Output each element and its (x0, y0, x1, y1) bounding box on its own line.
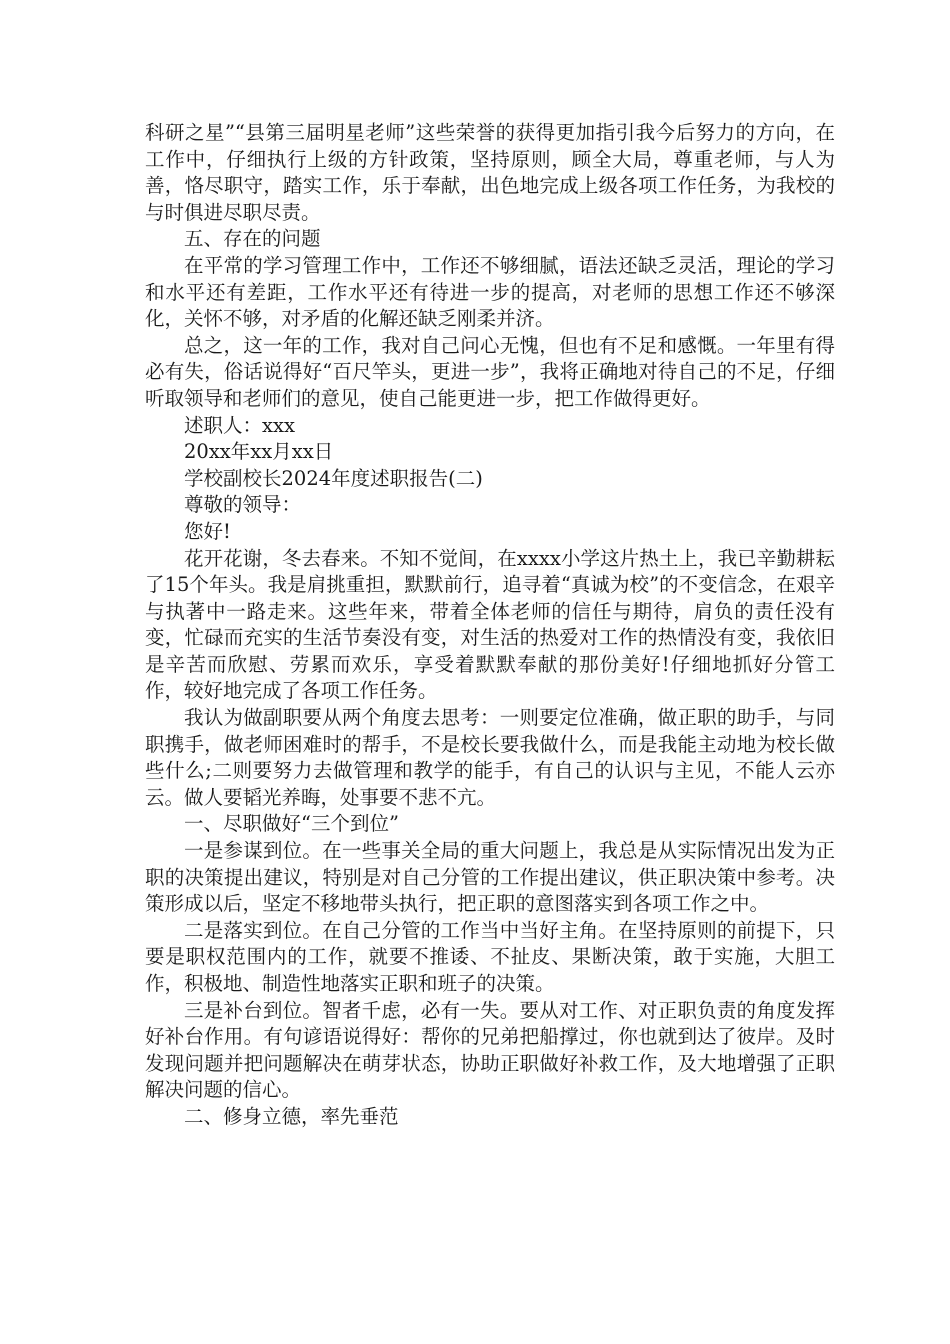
paragraph: 一是参谋到位。在一些事关全局的重大问题上，我总是从实际情况出发为正职的决策提出建议，特别是对自己分管的工作提出建议，供正职决策中参考。决策形成以后，坚定不移地带头执行，把正职的意图落实到各项工作之中。 (145, 839, 835, 916)
section-heading: 一、尽职做好“三个到位” (184, 812, 399, 836)
paragraph: 我认为做副职要从两个角度去思考：一则要定位准确，做正职的助手，与同职携手，做老师困难时的帮手，不是校长要我做什么，而是我能主动地为校长做些什么;二则要努力去做管理和教学的能手，有自己的认识与主见，不能人云亦云。做人要韬光养晦，处事要不悲不亢。 (145, 706, 835, 809)
salutation: 尊敬的领导： (184, 493, 302, 517)
report-title: 学校副校长2024年度述职报告(二) (184, 466, 483, 490)
date-line: 20xx年xx月xx日 (184, 440, 334, 464)
paragraph: 在平常的学习管理工作中，工作还不够细腻，语法还缺乏灵活，理论的学习和水平还有差距，工作水平还有待进一步的提高，对老师的思想工作还不够深化，关怀不够，对矛盾的化解还缺乏刚柔并济。 (145, 253, 835, 331)
section-heading: 五、存在的问题 (184, 227, 321, 251)
document-page (145, 120, 835, 1131)
paragraph: 二是落实到位。在自己分管的工作当中当好主角。在坚持原则的前提下，只要是职权范围内的工作，就要不推诿、不扯皮、果断决策，敢于实施，大胆工作，积极地、制造性地落实正职和班子的决策。 (145, 918, 835, 995)
paragraph: 总之，这一年的工作，我对自己问心无愧，但也有不足和感慨。一年里有得必有失，俗话说得好“百尺竿头，更进一步”，我将正确地对待自己的不足，仔细听取领导和老师们的意见，使自己能更进一步，把工作做得更好。 (145, 333, 835, 410)
paragraph: 花开花谢，冬去春来。不知不觉间，在xxxx小学这片热土上，我已辛勤耕耘了15个年头。我是肩挑重担，默默前行，追寻着“真诚为校”的不变信念，在艰辛与执著中一路走来。这些年来，带着全体老师的信任与期待，肩负的责任没有变，忙碌而充实的生活节奏没有变，对生活的热爱对工作的热情没有变，我依旧是辛苦而欣慰、劳累而欢乐，享受着默默奉献的那份美好!仔细地抓好分管工作，较好地完成了各项工作任务。 (145, 546, 835, 703)
section-heading: 二、修身立德，率先垂范 (184, 1104, 399, 1128)
greeting: 您好! (184, 519, 231, 543)
signature-line: 述职人：xxx (184, 413, 295, 437)
paragraph: 三是补台到位。智者千虑，必有一失。要从对工作、对正职负责的角度发挥好补台作用。有句谚语说得好：帮你的兄弟把船撑过，你也就到达了彼岸。及时发现问题并把问题解决在萌芽状态，协助正职做好补救工作，及大地增强了正职解决问题的信心。 (145, 998, 835, 1102)
paragraph: 科研之星”“县第三届明星老师”这些荣誉的获得更加指引我今后努力的方向，在工作中，仔细执行上级的方针政策，坚持原则，顾全大局，尊重老师，与人为善，恪尽职守，踏实工作，乐于奉献，出色地完成上级各项工作任务，为我校的与时俱进尽职尽责。 (145, 121, 835, 224)
